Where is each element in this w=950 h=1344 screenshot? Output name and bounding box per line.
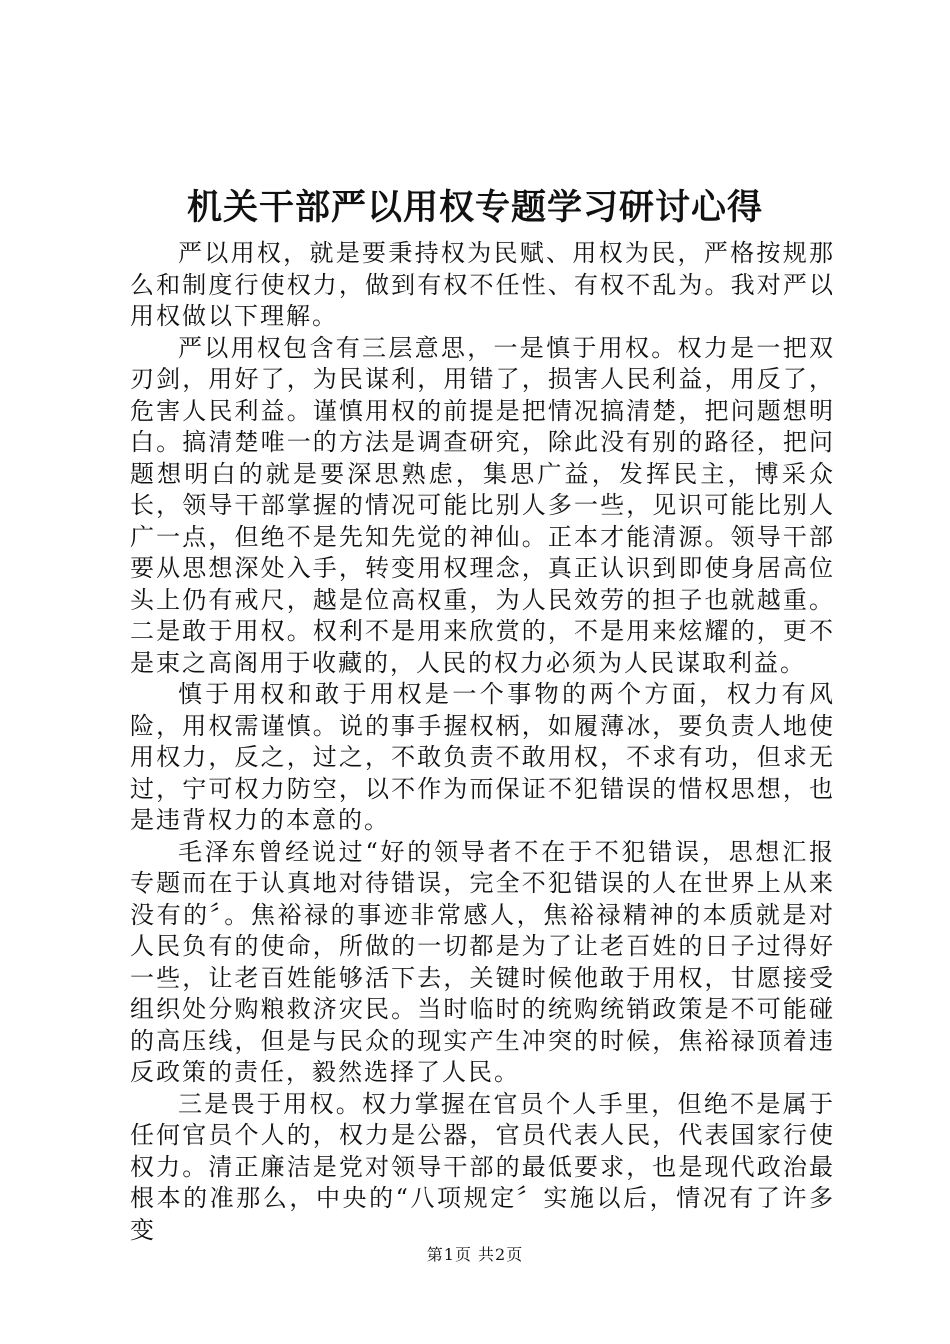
document-title: 机关干部严以用权专题学习研讨心得 [186, 187, 763, 228]
page-number-footer: 第1页 共2页 [426, 1245, 524, 1264]
paragraph: 毛泽东曾经说过“好的领导者不在于不犯错误，思想汇报专题而在于认真地对待错误，完全不犯错误的人在世界上从来没有的〞。焦裕禄的事迹非常感人，焦裕禄精神的本质就是对人民负有的使命，所做的一切都是为了让老百姓的日子过得好一些，让老百姓能够活下去，关键时候他敢于用权，甘愿接受组织处分购粮救济灾民。当时临时的统购统销政策是不可能碰的高压线，但是与民众的现实产生冲突的时候，焦裕禄顶着违反政策的责任，毅然选择了人民。 [130, 837, 835, 1086]
paragraph: 三是畏于用权。权力掌握在官员个人手里，但绝不是属于任何官员个人的，权力是公器，官员代表人民，代表国家行使权力。清正廉洁是党对领导干部的最低要求，也是现代政治最根本的准那么，中央的“八项规定〞实施以后，情况有了许多变 [130, 1089, 835, 1244]
paragraph: 严以用权，就是要秉持权为民赋、用权为民，严格按规那么和制度行使权力，做到有权不任性、有权不乱为。我对严以用权做以下理解。 [130, 239, 835, 330]
document-body [130, 238, 835, 1246]
paragraph: 严以用权包含有三层意思，一是慎于用权。权力是一把双刃剑，用好了，为民谋利，用错了，损害人民利益，用反了，危害人民利益。谨慎用权的前提是把情况搞清楚，把问题想明白。搞清楚唯一的方法是调查研究，除此没有别的路径，把问题想明白的就是要深思熟虑，集思广益，发挥民主，博采众长，领导干部掌握的情况可能比别人多一些，见识可能比别人广一点，但绝不是先知先觉的神仙。正本才能清源。领导干部要从思想深处入手，转变用权理念，真正认识到即使身居高位头上仍有戒尺，越是位高权重，为人民效劳的担子也就越重。二是敢于用权。权利不是用来欣赏的，不是用来炫耀的，更不是束之高阁用于收藏的，人民的权力必须为人民谋取利益。 [130, 333, 835, 677]
paragraph: 慎于用权和敢于用权是一个事物的两个方面，权力有风险，用权需谨慎。说的事手握权柄，如履薄冰，要负责人地使用权力，反之，过之，不敢负责不敢用权，不求有功，但求无过，宁可权力防空，以不作为而保证不犯错误的惜权思想，也是违背权力的本意的。 [130, 680, 835, 834]
